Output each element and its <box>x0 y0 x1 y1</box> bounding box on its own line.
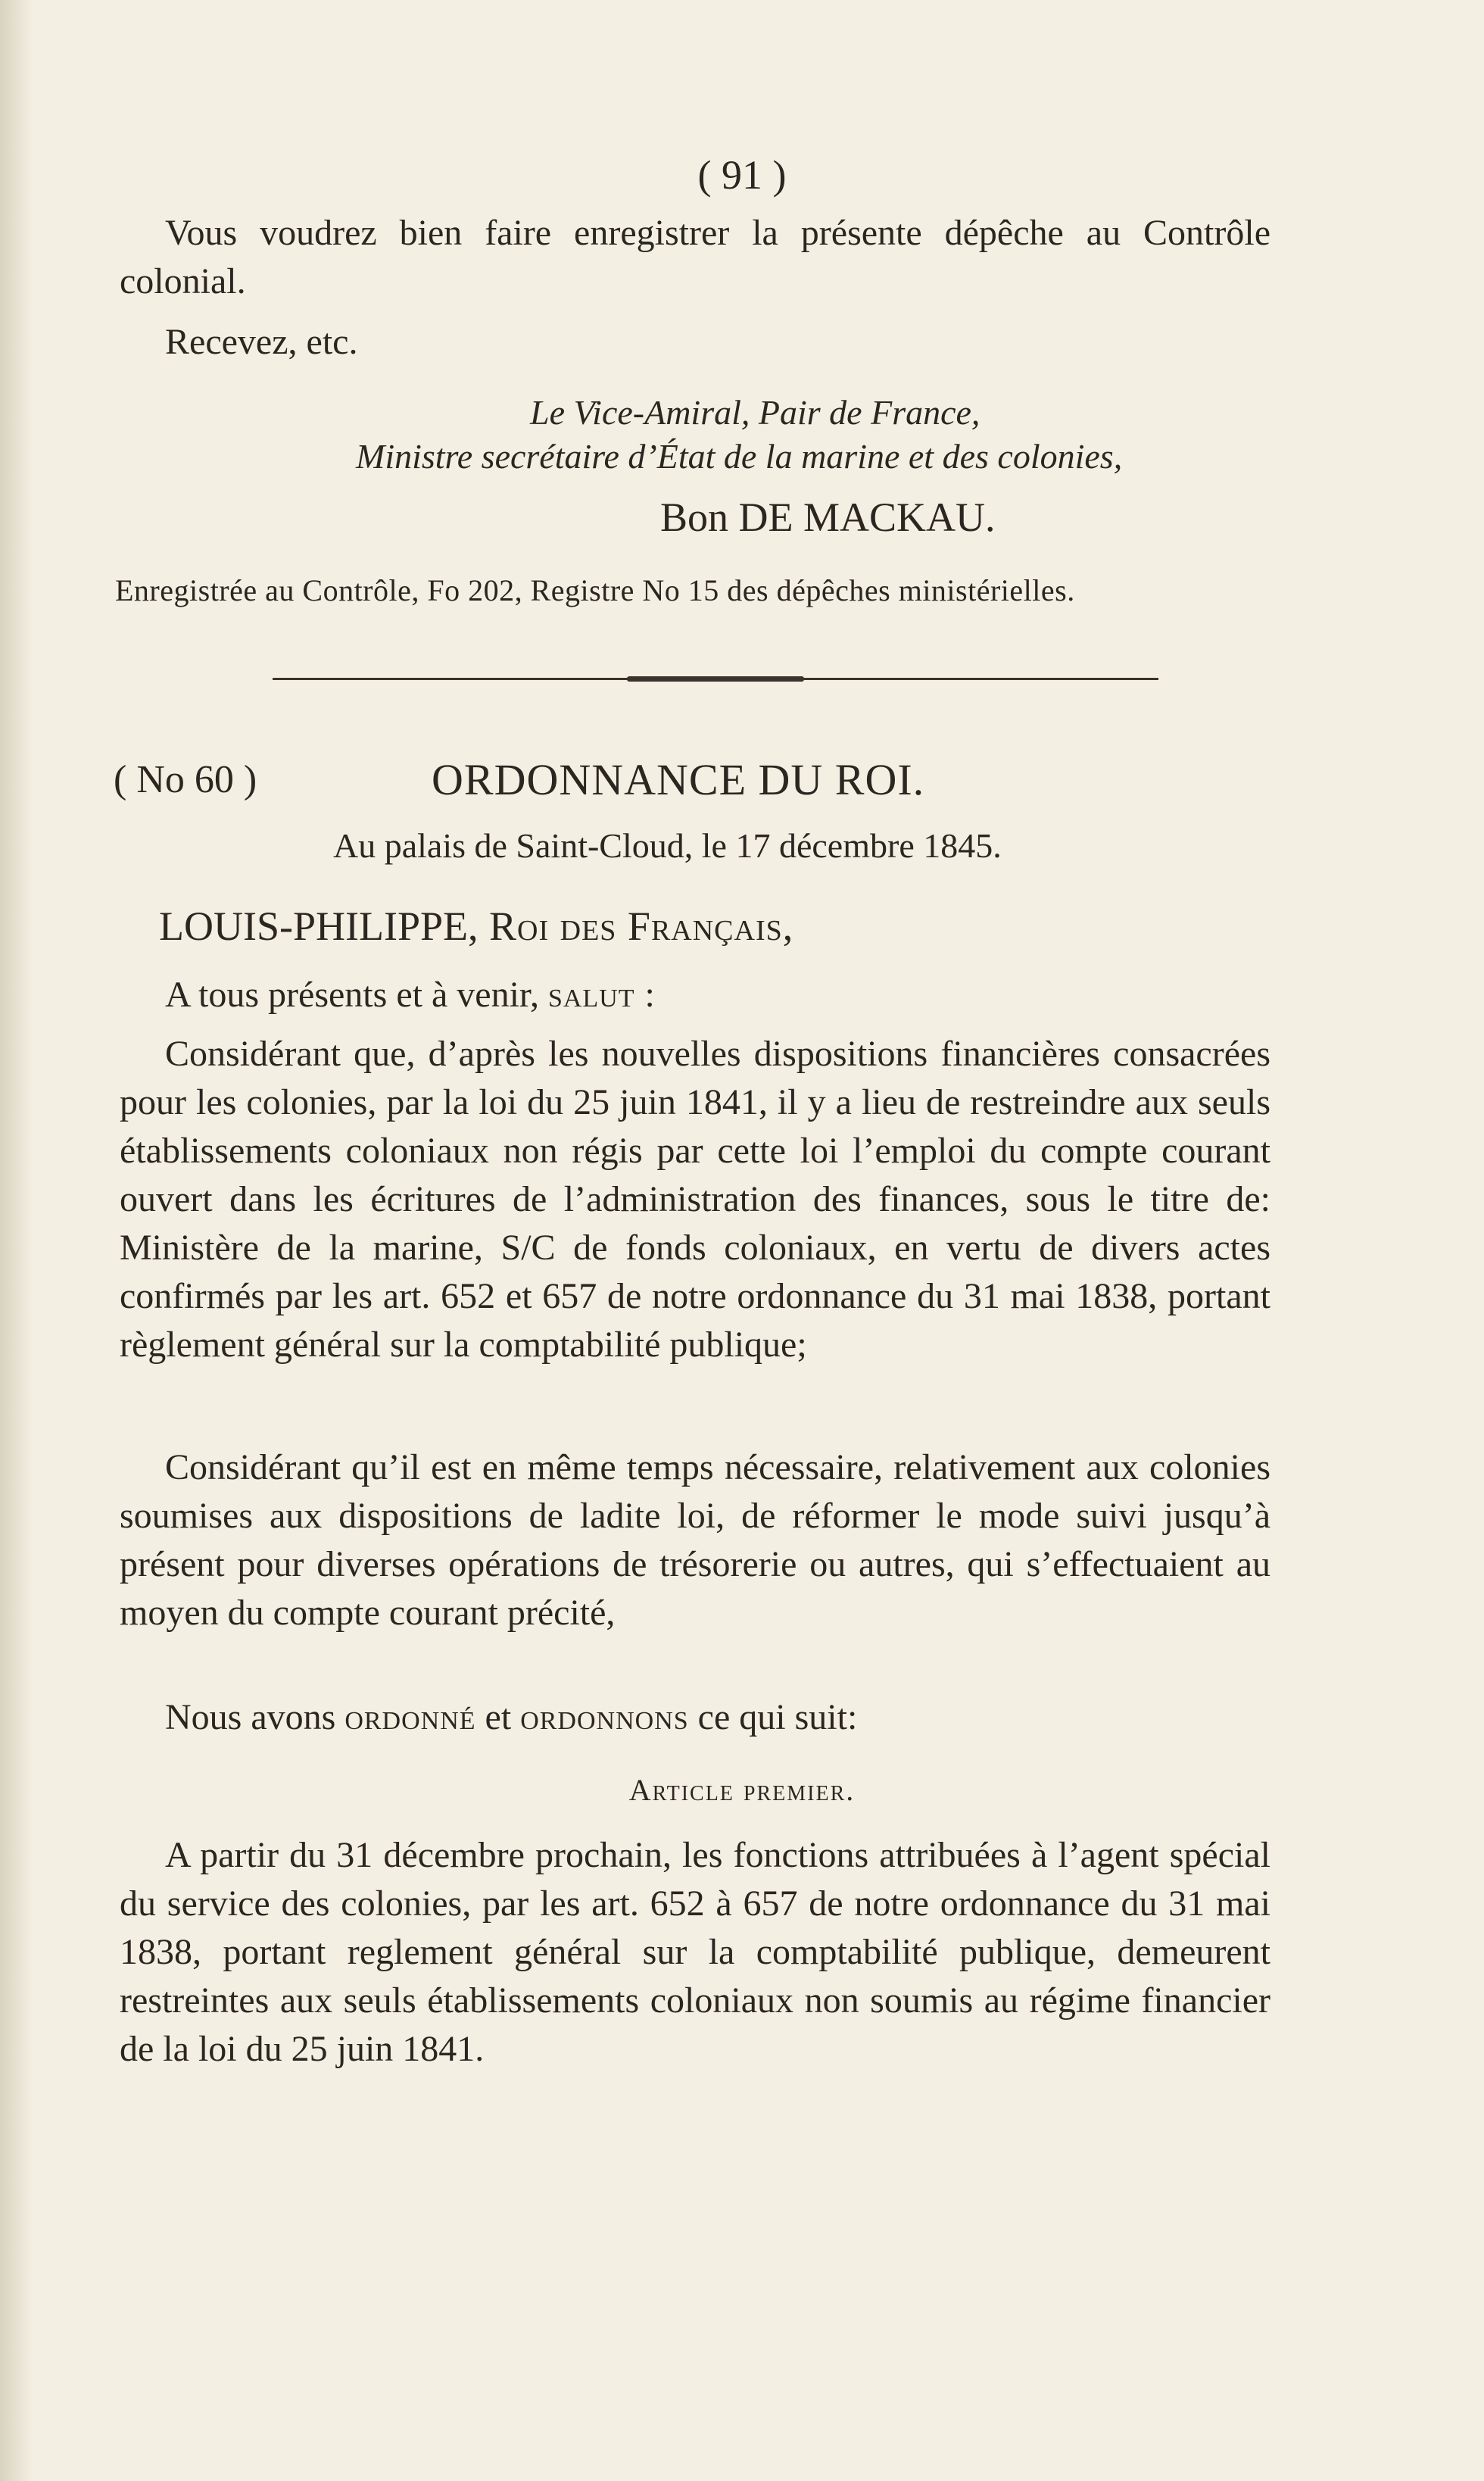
enacting-text-1: Nous avons <box>165 1697 345 1737</box>
section-divider <box>273 676 1158 682</box>
king-heading <box>159 903 793 950</box>
registration-note: Enregistrée au Contrôle, Fo 202, Registre No 15 des dépêches ministérielles. <box>115 573 1075 607</box>
signature-title-line: Le Vice-Amiral, Pair de France, <box>530 393 980 432</box>
king-name: LOUIS-PHILIPPE, <box>159 903 479 949</box>
salut-line <box>165 974 656 1016</box>
signatory-name <box>660 494 996 541</box>
divider-ornament <box>627 676 804 682</box>
salut-text: A tous présents et à venir, <box>165 975 548 1015</box>
ordinance-date: Au palais de Saint-Cloud, le 17 décembre 1845. <box>333 826 1002 865</box>
enacting-ordonne: ordonné <box>344 1697 476 1737</box>
page-binding-edge <box>0 0 33 2481</box>
ordinance-title: ORDONNANCE DU ROI. <box>432 755 925 804</box>
considerant-paragraph-2: Considérant qu’il est en même temps nécessaire, relativement aux colonies soumises aux dispositions de ladite loi, de réformer le mode suivi jusqu’à présent pour diverses opérations de trésorerie ou autres, qui s’effectuaient au moyen du compte courant précité, <box>120 1447 1270 1633</box>
enacting-ordonnons: ordonnons <box>520 1697 689 1737</box>
considerant-paragraph-1: Considérant que, d’après les nouvelles dispositions financières consacrées pour les colonies, par la loi du 25 juin 1841, il y a lieu de restreindre aux seuls établissements coloniaux non régis par cette loi l’emploi du compte courant ouvert dans les écritures de l’administration des finances, sous le titre de: Ministère de la marine, S/C de fonds coloniaux, en vertu de divers actes confirmés par les art. 652 et 657 de notre ordonnance du 31 mai 1838, portant règlement général sur la comptabilité publique; <box>120 1034 1270 1365</box>
article-paragraph: A partir du 31 décembre prochain, les fonctions attribuées à l’agent spécial du service des colonies, par les art. 652 à 657 de notre ordonnance du 31 mai 1838, portant reglement général sur la comptabilité publique, demeurent restreintes aux seuls établissements coloniaux non soumis au régime financier de la loi du 25 juin 1841. <box>120 1835 1270 2069</box>
recevez-line: Recevez, etc. <box>165 322 358 362</box>
signatory-surname: DE MACKAU. <box>728 495 996 540</box>
article-heading: Article premier. <box>628 1773 856 1807</box>
king-title: Roi des Français, <box>478 903 794 949</box>
ordinance-number: ( No 60 ) <box>114 758 257 801</box>
baron-abbreviation: Bon <box>660 495 729 540</box>
enacting-clause <box>165 1696 857 1738</box>
signature-ministry-line: Ministre secrétaire d’État de la marine et des colonies, <box>356 437 1123 476</box>
enacting-text-2: et <box>475 1697 521 1737</box>
page-number: ( 91 ) <box>697 152 787 198</box>
enacting-text-3: ce qui suit: <box>688 1697 858 1737</box>
salut-word: salut : <box>547 975 656 1015</box>
intro-paragraph: Vous voudrez bien faire enregistrer la présente dépêche au Contrôle colonial. <box>120 213 1270 301</box>
